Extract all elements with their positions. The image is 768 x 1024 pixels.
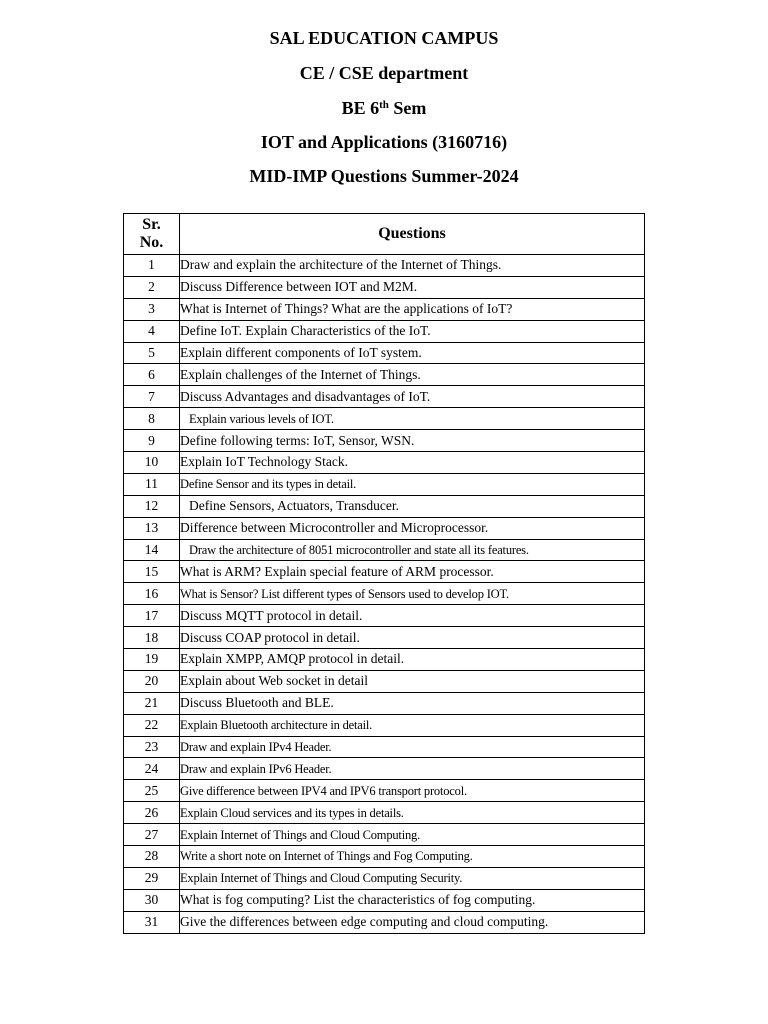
serial-number-cell: 8 [124, 408, 180, 430]
question-cell: Explain Bluetooth architecture in detail. [180, 714, 645, 736]
table-row [124, 255, 645, 277]
sr-header-line1: Sr. [142, 216, 161, 233]
table-row [124, 452, 645, 474]
table-row [124, 342, 645, 364]
serial-number-cell: 26 [124, 802, 180, 824]
question-cell: What is Internet of Things? What are the applications of IoT? [180, 298, 645, 320]
subject-title: IOT and Applications (3160716) [260, 132, 508, 152]
serial-number-cell: 5 [124, 342, 180, 364]
table-row [124, 649, 645, 671]
question-cell: Define IoT. Explain Characteristics of the IoT. [180, 320, 645, 342]
table-body [124, 255, 645, 934]
table-row [124, 583, 645, 605]
serial-number-cell: 29 [124, 867, 180, 889]
column-header-sr-no [124, 214, 180, 255]
serial-number-cell: 28 [124, 846, 180, 868]
question-cell: Discuss Difference between IOT and M2M. [180, 276, 645, 298]
table-row [124, 627, 645, 649]
serial-number-cell: 17 [124, 605, 180, 627]
table-row [124, 714, 645, 736]
serial-number-cell: 16 [124, 583, 180, 605]
table-row [124, 539, 645, 561]
semester-line [0, 97, 768, 119]
question-cell: Write a short note on Internet of Things and Fog Computing. [180, 846, 645, 868]
serial-number-cell: 21 [124, 692, 180, 714]
column-header-questions: Questions [180, 214, 645, 255]
question-cell: Discuss MQTT protocol in detail. [180, 605, 645, 627]
question-cell: Explain Internet of Things and Cloud Computing. [180, 824, 645, 846]
question-cell: Explain IoT Technology Stack. [180, 452, 645, 474]
question-cell: What is ARM? Explain special feature of ARM processor. [180, 561, 645, 583]
table-row [124, 517, 645, 539]
table-row [124, 889, 645, 911]
question-cell: Explain challenges of the Internet of Things. [180, 364, 645, 386]
table-row [124, 276, 645, 298]
table-row [124, 911, 645, 933]
serial-number-cell: 22 [124, 714, 180, 736]
question-cell: Give difference between IPV4 and IPV6 transport protocol. [180, 780, 645, 802]
table-row [124, 364, 645, 386]
question-cell: Draw and explain IPv6 Header. [180, 758, 645, 780]
question-cell: Define Sensors, Actuators, Transducer. [180, 495, 645, 517]
serial-number-cell: 7 [124, 386, 180, 408]
question-cell: What is Sensor? List different types of Sensors used to develop IOT. [180, 583, 645, 605]
table-row [124, 670, 645, 692]
question-cell: Define following terms: IoT, Sensor, WSN. [180, 430, 645, 452]
table-row [124, 846, 645, 868]
table-row [124, 430, 645, 452]
serial-number-cell: 31 [124, 911, 180, 933]
sr-header-line2: No. [139, 234, 164, 251]
table-row [124, 780, 645, 802]
questions-table [123, 213, 645, 934]
table-row [124, 495, 645, 517]
question-cell: Give the differences between edge computing and cloud computing. [180, 911, 645, 933]
serial-number-cell: 10 [124, 452, 180, 474]
table-row [124, 824, 645, 846]
question-cell: Discuss Advantages and disadvantages of IoT. [180, 386, 645, 408]
question-cell: Explain about Web socket in detail [180, 670, 645, 692]
serial-number-cell: 9 [124, 430, 180, 452]
table-row [124, 298, 645, 320]
question-cell: Difference between Microcontroller and Microprocessor. [180, 517, 645, 539]
serial-number-cell: 6 [124, 364, 180, 386]
serial-number-cell: 19 [124, 649, 180, 671]
serial-number-cell: 15 [124, 561, 180, 583]
document-title: MID-IMP Questions Summer-2024 [249, 166, 519, 186]
question-cell: Define Sensor and its types in detail. [180, 473, 645, 495]
question-cell: Draw and explain the architecture of the Internet of Things. [180, 255, 645, 277]
serial-number-cell: 4 [124, 320, 180, 342]
question-cell: Explain different components of IoT system. [180, 342, 645, 364]
serial-number-cell: 18 [124, 627, 180, 649]
question-cell: Draw the architecture of 8051 microcontroller and state all its features. [180, 539, 645, 561]
table-row [124, 605, 645, 627]
department-name: CE / CSE department [299, 63, 469, 83]
serial-number-cell: 23 [124, 736, 180, 758]
serial-number-cell: 30 [124, 889, 180, 911]
serial-number-cell: 25 [124, 780, 180, 802]
serial-number-cell: 12 [124, 495, 180, 517]
question-cell: Discuss Bluetooth and BLE. [180, 692, 645, 714]
serial-number-cell: 24 [124, 758, 180, 780]
table-row [124, 408, 645, 430]
serial-number-cell: 20 [124, 670, 180, 692]
table-row [124, 758, 645, 780]
question-cell: Explain Internet of Things and Cloud Computing Security. [180, 867, 645, 889]
question-cell: Explain XMPP, AMQP protocol in detail. [180, 649, 645, 671]
serial-number-cell: 27 [124, 824, 180, 846]
table-header-row [124, 214, 645, 255]
table-row [124, 802, 645, 824]
table-row [124, 320, 645, 342]
question-cell: Draw and explain IPv4 Header. [180, 736, 645, 758]
table-row [124, 736, 645, 758]
campus-name: SAL EDUCATION CAMPUS [269, 28, 499, 48]
table-row [124, 561, 645, 583]
table-row [124, 867, 645, 889]
question-cell: Explain Cloud services and its types in details. [180, 802, 645, 824]
semester-superscript: th [379, 99, 389, 111]
serial-number-cell: 2 [124, 276, 180, 298]
semester-prefix: BE 6 [341, 98, 380, 118]
question-cell: Explain various levels of IOT. [180, 408, 645, 430]
question-cell: What is fog computing? List the characteristics of fog computing. [180, 889, 645, 911]
table-row [124, 692, 645, 714]
serial-number-cell: 3 [124, 298, 180, 320]
serial-number-cell: 11 [124, 473, 180, 495]
serial-number-cell: 1 [124, 255, 180, 277]
table-row [124, 473, 645, 495]
question-cell: Discuss COAP protocol in detail. [180, 627, 645, 649]
semester-suffix: Sem [388, 98, 427, 118]
serial-number-cell: 14 [124, 539, 180, 561]
serial-number-cell: 13 [124, 517, 180, 539]
table-row [124, 386, 645, 408]
